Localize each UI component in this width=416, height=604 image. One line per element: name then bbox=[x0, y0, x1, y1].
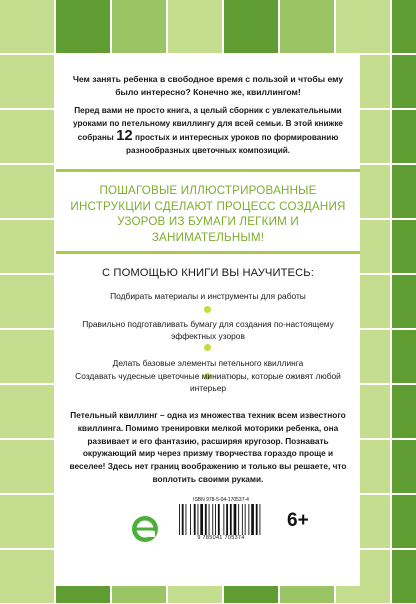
tile bbox=[0, 0, 54, 53]
tile bbox=[0, 275, 54, 328]
bullet-dot bbox=[204, 306, 211, 313]
tile bbox=[392, 440, 416, 493]
tile bbox=[56, 0, 110, 53]
bullet-dot bbox=[204, 344, 211, 351]
tile bbox=[392, 220, 416, 273]
tile bbox=[280, 0, 334, 53]
tile bbox=[392, 110, 416, 163]
tile bbox=[0, 385, 54, 438]
barcode bbox=[169, 497, 273, 543]
lessons-count: 12 bbox=[116, 127, 133, 145]
tile bbox=[0, 495, 54, 548]
barcode-digits: 9 785041 705374 bbox=[197, 535, 245, 541]
tile bbox=[392, 165, 416, 218]
learn-item: Правильно подготавливать бумагу для создания по-настоящему эффектных узоров bbox=[82, 319, 334, 341]
intro-question: Чем занять ребенка в свободное время с пользой и чтобы ему было интересно? Конечно же, квиллингом! bbox=[72, 74, 344, 97]
tile bbox=[0, 110, 54, 163]
eksmo-logo-icon bbox=[131, 515, 159, 543]
tile bbox=[0, 165, 54, 218]
tile bbox=[392, 0, 416, 53]
tile bbox=[392, 495, 416, 548]
intro-text-a: Перед вами не просто книга, а целый сборник с увлекательными уроками по петельному квиллингу для всей семьи. В этой книжке собраны bbox=[73, 106, 343, 143]
tile bbox=[168, 0, 222, 53]
intro-text-b: простых и интересных уроков по формированию разнообразных цветочных композиций. bbox=[125, 133, 339, 155]
back-cover-panel bbox=[56, 55, 360, 586]
divider-top bbox=[56, 169, 360, 172]
tile bbox=[0, 55, 54, 108]
tile bbox=[112, 0, 166, 53]
learn-item: Подбирать материалы и инструменты для работы bbox=[110, 291, 306, 301]
tile bbox=[0, 330, 54, 383]
learn-title: С ПОМОЩЬЮ КНИГИ ВЫ НАУЧИТЕСЬ: bbox=[102, 267, 314, 279]
barcode-bars-icon bbox=[179, 504, 263, 535]
tile bbox=[392, 55, 416, 108]
isbn-text: ISBN 978-5-04-170537-4 bbox=[193, 497, 249, 503]
tile bbox=[392, 330, 416, 383]
learn-item: Делать базовые элементы петельного квиллинга bbox=[112, 358, 304, 368]
tile bbox=[0, 550, 54, 603]
tile bbox=[392, 385, 416, 438]
divider-bottom bbox=[56, 251, 360, 254]
learn-item: Создавать чудесные цветочные миниатюры, которые оживят любой интерьер bbox=[75, 371, 341, 393]
tile bbox=[0, 220, 54, 273]
tile bbox=[336, 0, 390, 53]
outro-text: Петельный квиллинг – одна из множества техник всем известного квиллинга. Помимо тренировки мелкой моторики ребенка, она развивает и его фантазию, расширяя кругозор. Познавать окружающий мир через призму творчества гораздо проще и веселее! Здесь нет границ воображению и только вы решаете, что воплотить своими руками. bbox=[69, 410, 347, 484]
tile bbox=[0, 440, 54, 493]
headline: ПОШАГОВЫЕ ИЛЛЮСТРИРОВАННЫЕ ИНСТРУКЦИИ СДЕЛАЮТ ПРОЦЕСС СОЗДАНИЯ УЗОРОВ ИЗ БУМАГИ ЛЕГКИМ И ЗАНИМАТЕЛЬНЫМ! bbox=[70, 184, 346, 244]
age-rating: 6+ bbox=[287, 510, 309, 531]
tile bbox=[392, 550, 416, 603]
tile bbox=[224, 0, 278, 53]
intro-description bbox=[56, 105, 360, 157]
tile bbox=[392, 275, 416, 328]
